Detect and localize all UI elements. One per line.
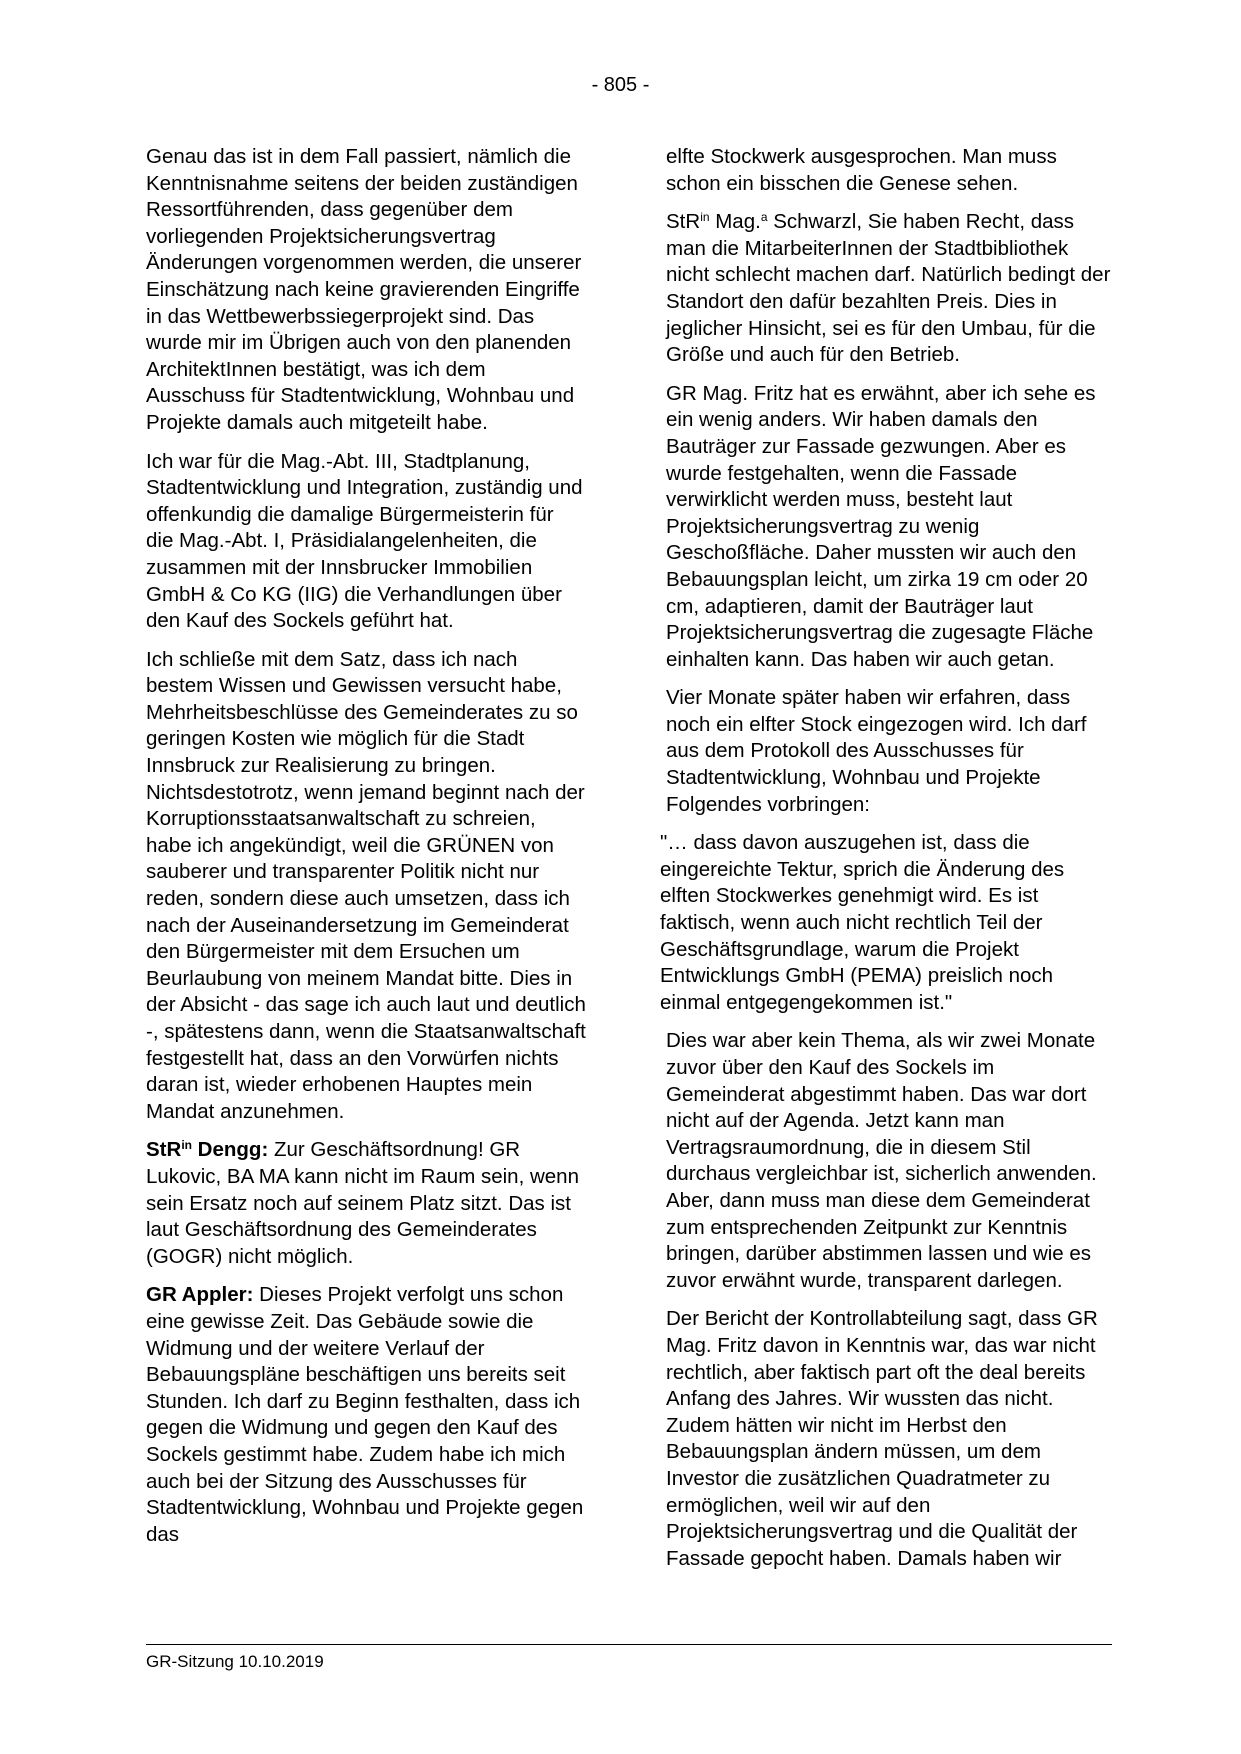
footer-session-date: GR-Sitzung 10.10.2019 bbox=[146, 1652, 324, 1671]
paragraph: Der Bericht der Kontrollabteilung sagt, dass GR Mag. Fritz davon in Kenntnis war, das war nicht rechtlich, aber faktisch part oft the deal bereits Anfang des Jahres. Wir wussten das nicht. Zudem hätten wir nicht im Herbst den Bebauungsplan ändern müssen, um dem Investor die zusätzlichen Quadratmeter zu ermöglichen, weil wir auf den Projektsicherungsvertrag und die Qualität der Fassade gepocht haben. Damals haben wir bbox=[666, 1307, 1098, 1570]
speaker-paragraph bbox=[146, 1137, 586, 1270]
paragraph: StR$^{in}$ Mag.$^a$ Schwarzl, Sie haben Recht, dass man die MitarbeiterInnen der Stadtbibliothek nicht schlecht machen darf. Natürlich bedingt der Standort den dafür bezahlten Preis. Dies in jeglicher Hinsicht, sei es für den Umbau, für die Größe und auch für den Betrieb. bbox=[666, 210, 1111, 367]
paragraph: Ich schließe mit dem Satz, dass ich nach bestem Wissen und Gewissen versucht habe, Mehrheitsbeschlüsse des Gemeinderates zu so geringen Kosten wie möglich für die Stadt Innsbruck zur Realisierung zu bringen. Nichtsdestotrotz, wenn jemand beginnt nach der Korruptionsstaatsanwaltschaft zu schreien, habe ich angekündigt, weil die GRÜNEN von sauberer und transparenter Politik nicht nur reden, sondern diese auch umsetzen, dass ich nach der Auseinandersetzung im Gemeinderat den Bürgermeister mit dem Ersuchen um Beurlaubung von meinem Mandat bitte. Dies in der Absicht - das sage ich auch laut und deutlich -, spätestens dann, wenn die Staatsanwaltschaft festgestellt hat, dass an den Vorwürfen nichts daran ist, wieder erhobenen Hauptes mein Mandat anzunehmen. bbox=[146, 647, 586, 1123]
paragraph: Ich war für die Mag.-Abt. III, Stadtplanung, Stadtentwicklung und Integration, zuständig und offenkundig die damalige Bürgermeisterin für die Mag.-Abt. I, Präsidialangelenheiten, die zusammen mit der Innsbrucker Immobilien GmbH & Co KG (IIG) die Verhandlungen über den Kauf des Sockels geführt hat. bbox=[146, 449, 583, 633]
right-column bbox=[660, 144, 1112, 1584]
paragraph: Genau das ist in dem Fall passiert, nämlich die Kenntnisnahme seitens der beiden zuständigen Ressortführenden, dass gegenüber dem vorliegenden Projektsicherungsvertrag Änderungen vorgenommen werden, die unserer Einschätzung nach keine gravierenden Eingriffe in das Wettbewerbssiegerprojekt sind. Das wurde mir im Übrigen auch von den planenden ArchitektInnen bestätigt, was ich dem Ausschuss für Stadtentwicklung, Wohnbau und Projekte damals auch mitgeteilt habe. bbox=[146, 145, 582, 434]
paragraph: Dies war aber kein Thema, als wir zwei Monate zuvor über den Kauf des Sockels im Gemeinderat abgestimmt haben. Das war dort nicht auf der Agenda. Jetzt kann man Vertragsraumordnung, die in diesem Stil durchaus vergleichbar ist, sicherlich anwenden. Aber, dann muss man diese dem Gemeinderat zum entsprechenden Zeitpunkt zur Kenntnis bringen, darüber abstimmen lassen und wie es zuvor erwähnt wurde, transparent darlegen. bbox=[666, 1029, 1097, 1292]
page-number: - 805 - bbox=[591, 74, 650, 96]
speech-text: Zur Geschäftsordnung! GR Lukovic, BA MA kann nicht im Raum sein, wenn sein Ersatz noch auf seinem Platz sitzt. Das ist laut Geschäftsordnung des Gemeinderates (GOGR) nicht möglich. bbox=[146, 1138, 579, 1268]
speaker-name: StR$^{in}$ Dengg: bbox=[146, 1138, 269, 1162]
footer-divider bbox=[146, 1644, 1112, 1645]
quotation: "… dass davon auszugehen ist, dass die eingereichte Tektur, sprich die Änderung des elften Stockwerkes genehmigt wird. Es ist faktisch, wenn auch nicht rechtlich Teil der Geschäftsgrundlage, warum die Projekt Entwicklungs GmbH (PEMA) preislich noch einmal entgegengekommen ist." bbox=[660, 831, 1065, 1014]
paragraph: elfte Stockwerk ausgesprochen. Man muss schon ein bisschen die Genese sehen. bbox=[666, 145, 1057, 195]
speaker-paragraph bbox=[146, 1282, 586, 1548]
paragraph: GR Mag. Fritz hat es erwähnt, aber ich sehe es ein wenig anders. Wir haben damals den Bauträger zur Fassade gezwungen. Aber es wurde festgehalten, wenn die Fassade verwirklicht werden muss, besteht laut Projektsicherungsvertrag zu wenig Geschoßfläche. Daher mussten wir auch den Bebauungsplan leicht, um zirka 19 cm oder 20 cm, adaptieren, damit der Bauträger laut Projektsicherungsvertrag die zugesagte Fläche einhalten kann. Das haben wir auch getan. bbox=[666, 381, 1096, 671]
speaker-name: GR Appler: bbox=[146, 1283, 254, 1307]
left-column bbox=[146, 144, 586, 1560]
speech-text: Dieses Projekt verfolgt uns schon eine gewisse Zeit. Das Gebäude sowie die Widmung und der weitere Verlauf der Bebauungspläne beschäftigen uns bereits seit Stunden. Ich darf zu Beginn festhalten, dass ich gegen die Widmung und gegen den Kauf des Sockels gestimmt habe. Zudem habe ich mich auch bei der Sitzung des Ausschusses für Stadtentwicklung, Wohnbau und Projekte gegen das bbox=[146, 1283, 584, 1546]
paragraph: Vier Monate später haben wir erfahren, dass noch ein elfter Stock eingezogen wird. Ich darf aus dem Protokoll des Ausschusses für Stadtentwicklung, Wohnbau und Projekte Folgendes vorbringen: bbox=[666, 686, 1087, 816]
